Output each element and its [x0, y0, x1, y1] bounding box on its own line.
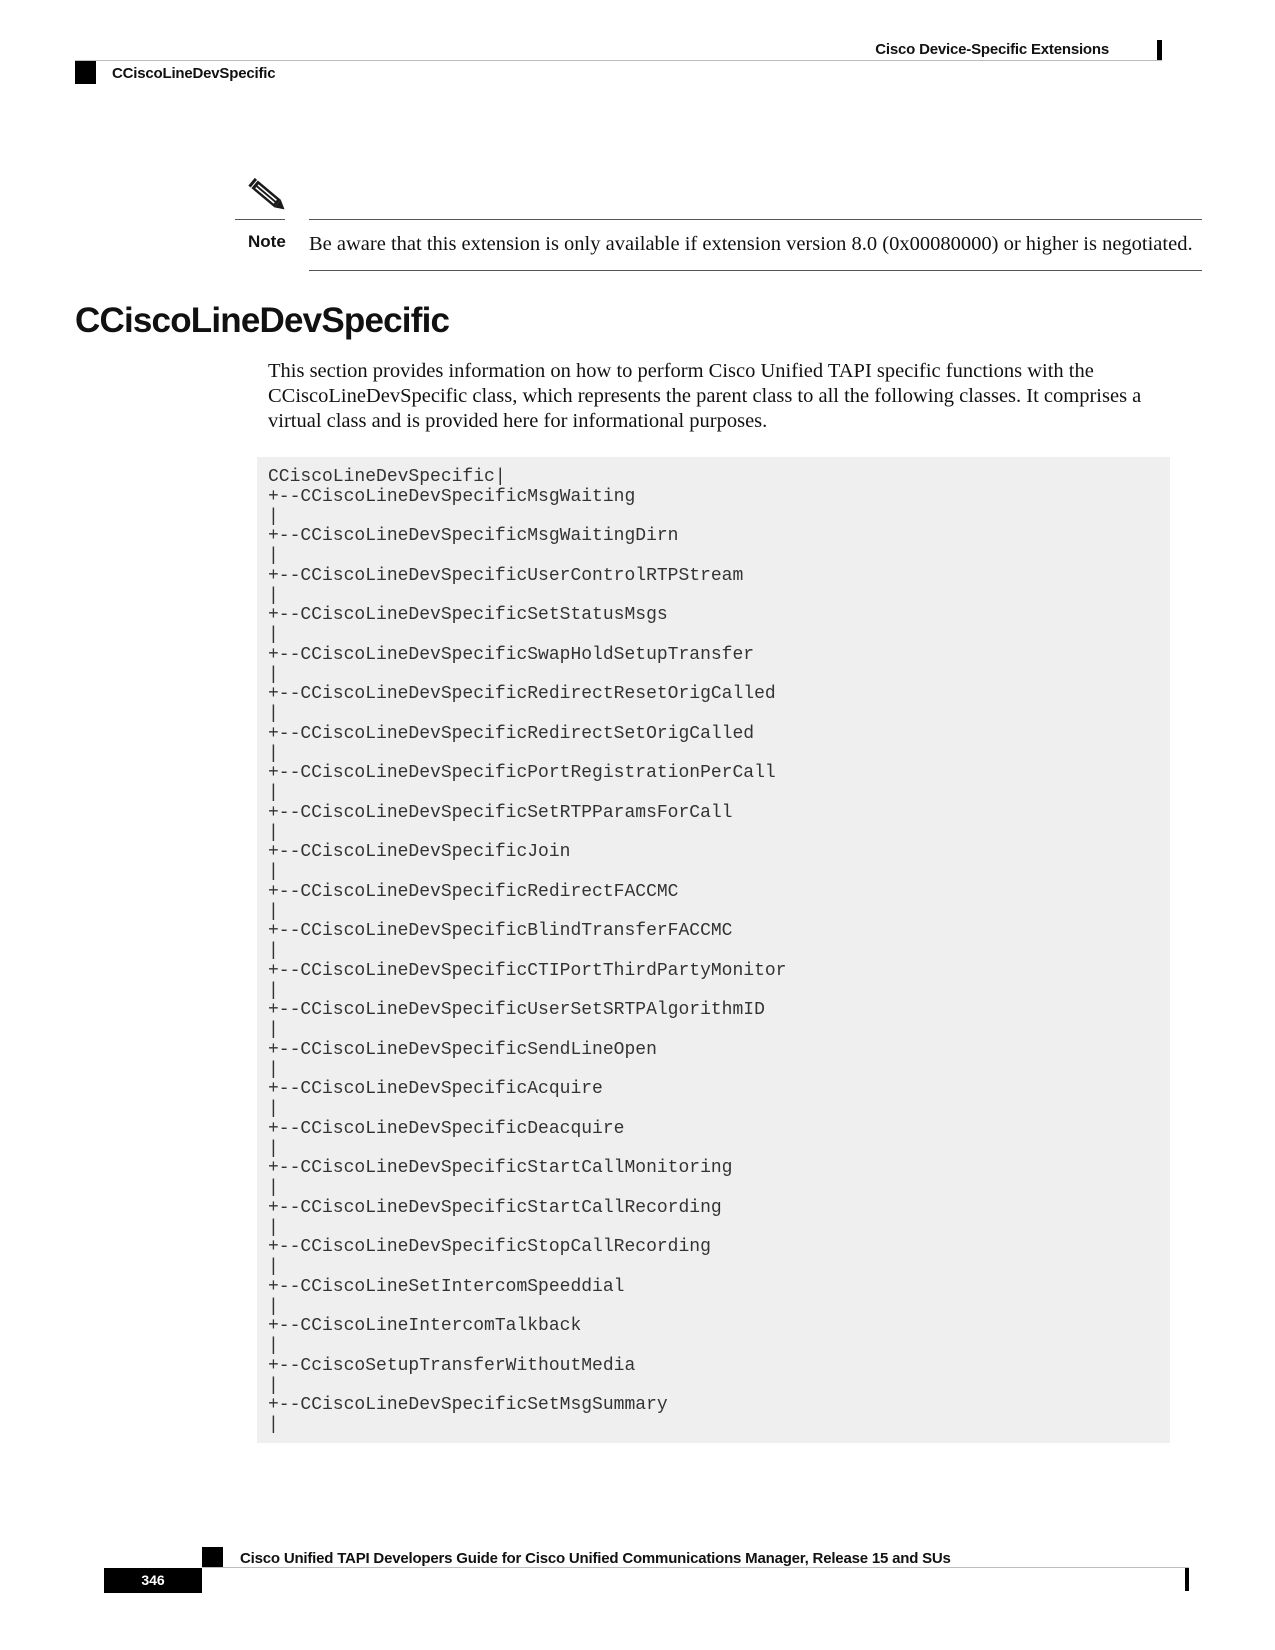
section-heading: CCiscoLineDevSpecific [75, 301, 450, 340]
running-header-section: CCiscoLineDevSpecific [112, 65, 276, 82]
code-root-line: CCiscoLineDevSpecific| [268, 467, 506, 487]
note-text: Be aware that this extension is only available if extension version 8.0 (0x00080000) or higher is negotiated. [309, 233, 1193, 255]
footer-marker-block [202, 1547, 223, 1567]
code-child-class: CCiscoLineDevSpecificCTIPortThirdPartyMonitor [300, 960, 787, 981]
pencil-note-icon [244, 176, 290, 216]
code-child-class: CCiscoLineDevSpecificStartCallRecording [300, 1197, 722, 1218]
class-hierarchy-code: CCiscoLineDevSpecific| +--CCiscoLineDevSpecificMsgWaiting | +--CCiscoLineDevSpecificMsgWaitingDirn | +--CCiscoLineDevSpecificUserControlRTPStream | +--CCiscoLineDevSpecificSetStatusMsgs | +--CCiscoLineDevSpecificSwapHoldSetupTransfer | +--CCiscoLineDevSpecificRedirectResetOrigCalled | +--CCiscoLineDevSpecificRedirectSetOrigCalled | +--CCiscoLineDevSpecificPortRegistrationPerCall | +--CCiscoLineDevSpecificSetRTPParamsForCall | +--CCiscoLineDevSpecificJoin | +--CCiscoLineDevSpecificRedirectFACCMC | +--CCiscoLineDevSpecificBlindTransferFACCMC | +--CCiscoLineDevSpecificCTIPortThirdPartyMonitor | +--CCiscoLineDevSpecificUserSetSRTPAlgorithmID | +--CCiscoLineDevSpecificSendLineOpen | +--CCiscoLineDevSpecificAcquire | +--CCiscoLineDevSpecificDeacquire | +--CCiscoLineDevSpecificStartCallMonitoring | +--CCiscoLineDevSpecificStartCallRecording | +--CCiscoLineDevSpecificStopCallRecording | +--CCiscoLineSetIntercomSpeeddial | +--CCiscoLineIntercomTalkback | +--CciscoSetupTransferWithoutMedia | +--CCiscoLineDevSpecificSetMsgSummary | [268, 467, 787, 1435]
note-label-rule [235, 219, 285, 220]
code-child-class: CciscoSetupTransferWithoutMedia [300, 1355, 636, 1376]
code-block [257, 457, 1170, 1443]
header-marker-block [75, 61, 96, 84]
note-top-rule [309, 219, 1202, 220]
section-paragraph: This section provides information on how to perform Cisco Unified TAPI specific functions with the CCiscoLineDevSpecific class, which represents the parent class to all the following classes. It comprises a virtual class and is provided here for informational purposes. [268, 360, 1142, 432]
code-child-class: CCiscoLineDevSpecificSetStatusMsgs [300, 605, 668, 626]
code-child-class: CCiscoLineDevSpecificSetRTPParamsForCall [300, 802, 733, 823]
code-child-class: CCiscoLineDevSpecificMsgWaiting [300, 486, 636, 507]
note-label: Note [248, 232, 286, 251]
code-child-class: CCiscoLineDevSpecificStopCallRecording [300, 1237, 711, 1258]
code-child-class: CCiscoLineDevSpecificPortRegistrationPerCall [300, 763, 776, 784]
code-child-class: CCiscoLineDevSpecificUserControlRTPStream [300, 565, 744, 586]
code-child-class: CCiscoLineDevSpecificBlindTransferFACCMC [300, 921, 733, 942]
code-child-class: CCiscoLineDevSpecificDeacquire [300, 1118, 625, 1139]
header-marker-bar [1157, 40, 1162, 61]
running-header-chapter: Cisco Device-Specific Extensions [875, 41, 1109, 58]
footer-rule [202, 1567, 1189, 1568]
code-child-class: CCiscoLineDevSpecificRedirectSetOrigCalled [300, 723, 755, 744]
code-child-class: CCiscoLineDevSpecificSetMsgSummary [300, 1395, 668, 1416]
code-child-class: CCiscoLineDevSpecificRedirectFACCMC [300, 881, 679, 902]
code-child-class: CCiscoLineDevSpecificJoin [300, 842, 571, 863]
code-child-class: CCiscoLineDevSpecificMsgWaitingDirn [300, 526, 679, 547]
note-bottom-rule [309, 270, 1202, 271]
footer-guide-title: Cisco Unified TAPI Developers Guide for Cisco Unified Communications Manager, Release 15 and SUs [240, 1550, 951, 1567]
code-child-class: CCiscoLineDevSpecificAcquire [300, 1079, 603, 1100]
code-child-class: CCiscoLineDevSpecificUserSetSRTPAlgorithmID [300, 1000, 765, 1021]
code-child-class: CCiscoLineDevSpecificRedirectResetOrigCalled [300, 684, 776, 705]
header-rule [75, 60, 1162, 61]
code-child-class: CCiscoLineDevSpecificStartCallMonitoring [300, 1158, 733, 1179]
code-child-class: CCiscoLineIntercomTalkback [300, 1316, 582, 1337]
footer-marker-bar [1185, 1568, 1189, 1591]
code-child-class: CCiscoLineDevSpecificSendLineOpen [300, 1039, 657, 1060]
code-child-class: CCiscoLineDevSpecificSwapHoldSetupTransfer [300, 644, 755, 665]
page-number: 346 [104, 1568, 202, 1593]
code-child-class: CCiscoLineSetIntercomSpeeddial [300, 1276, 625, 1297]
